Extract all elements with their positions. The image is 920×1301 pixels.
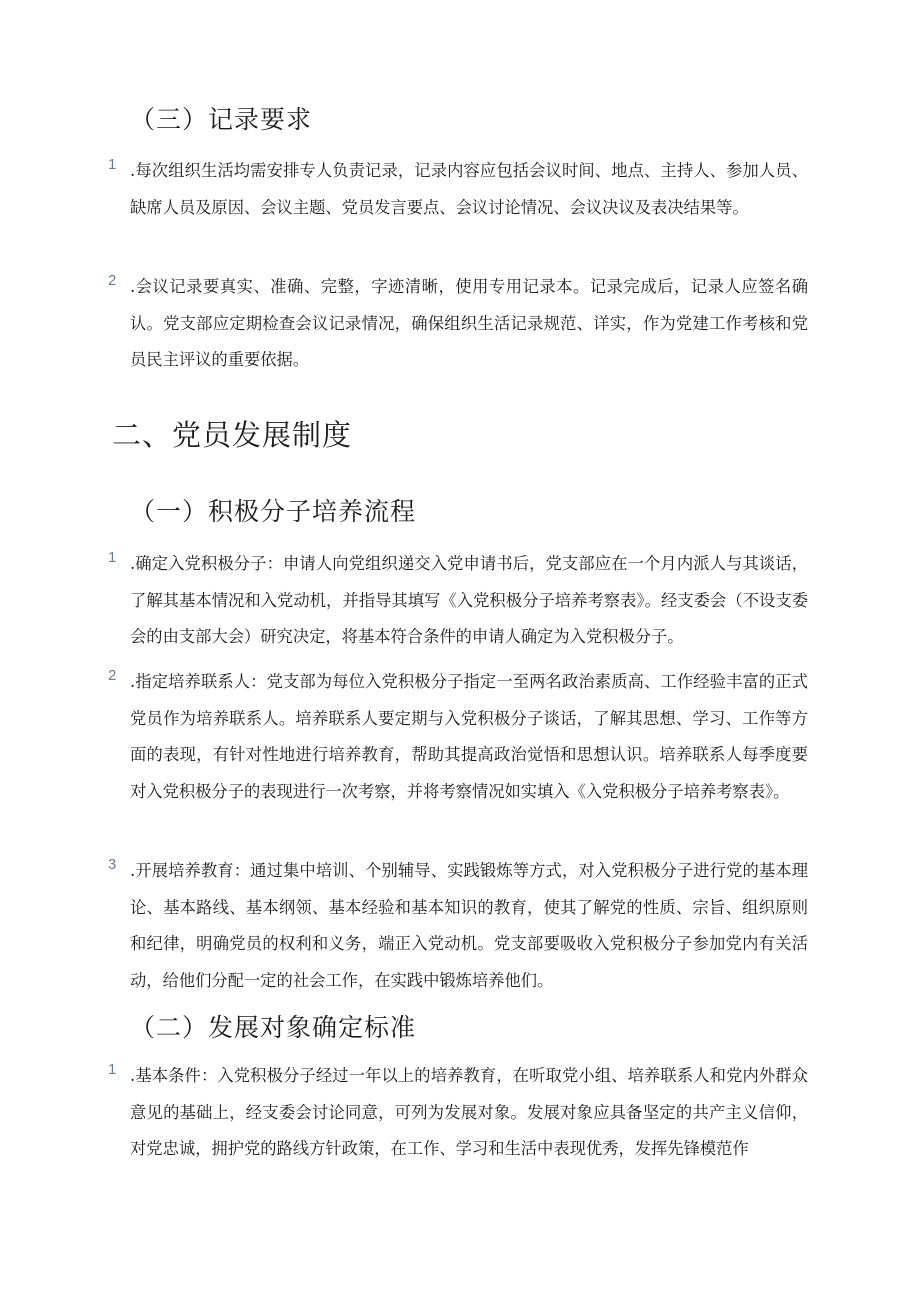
list-number: 1 xyxy=(108,549,117,566)
list-text: . 会议记录要真实、准确、完整，字迹清晰，使用专用记录本。记录完成后，记录人应签名确认。党支部应定期检查会议记录情况，确保组织生活记录规范、详实，作为党建工作考核和党员民主评议的重要依据。 xyxy=(130,269,808,379)
list-number: 2 xyxy=(108,272,117,289)
heading-activist-training: （一）积极分子培养流程 xyxy=(130,497,417,526)
list-text: . 每次组织生活均需安排专人负责记录，记录内容应包括会议时间、地点、主持人、参加人员、缺席人员及原因、会议主题、党员发言要点、会议讨论情况、会议决议及表决结果等。 xyxy=(130,153,808,226)
list-text: . 开展培养教育：通过集中培训、个别辅导、实践锻炼等方式，对入党积极分子进行党的基本理论、基本路线、基本纲领、基本经验和基本知识的教育，使其了解党的性质、宗旨、组织原则和纪律，明确党员的权利和义务，端正入党动机。党支部要吸收入党积极分子参加党内有关活动，给他们分配一定的社会工作，在实践中锻炼培养他们。 xyxy=(130,853,808,999)
list-item xyxy=(108,269,808,379)
list-item xyxy=(108,153,808,226)
heading-development-target-criteria: （二）发展对象确定标准 xyxy=(130,1013,417,1042)
list-item xyxy=(108,664,808,810)
list-item xyxy=(108,853,808,999)
list-text: . 基本条件：入党积极分子经过一年以上的培养教育，在听取党小组、培养联系人和党内外群众意见的基础上，经支委会讨论同意，可列为发展对象。发展对象应具备坚定的共产主义信仰，对党忠诚，拥护党的路线方针政策，在工作、学习和生活中表现优秀，发挥先锋模范作 xyxy=(130,1058,808,1168)
list-text: . 指定培养联系人：党支部为每位入党积极分子指定一至两名政治素质高、工作经验丰富的正式党员作为培养联系人。培养联系人要定期与入党积极分子谈话，了解其思想、学习、工作等方面的表现，有针对性地进行培养教育，帮助其提高政治觉悟和思想认识。培养联系人每季度要对入党积极分子的表现进行一次考察，并将考察情况如实填入《入党积极分子培养考察表》。 xyxy=(130,664,808,810)
list-item xyxy=(108,1058,808,1168)
list-number: 1 xyxy=(108,156,117,173)
heading-party-member-development: 二、党员发展制度 xyxy=(112,418,353,452)
list-number: 3 xyxy=(108,856,117,873)
heading-record-requirements: （三）记录要求 xyxy=(130,105,313,134)
list-text: . 确定入党积极分子：申请人向党组织递交入党申请书后，党支部应在一个月内派人与其谈话，了解其基本情况和入党动机，并指导其填写《入党积极分子培养考察表》。经支委会（不设支委会的由支部大会）研究决定，将基本符合条件的申请人确定为入党积极分子。 xyxy=(130,546,808,656)
list-item xyxy=(108,546,808,656)
list-number: 2 xyxy=(108,667,117,684)
list-number: 1 xyxy=(108,1061,117,1078)
